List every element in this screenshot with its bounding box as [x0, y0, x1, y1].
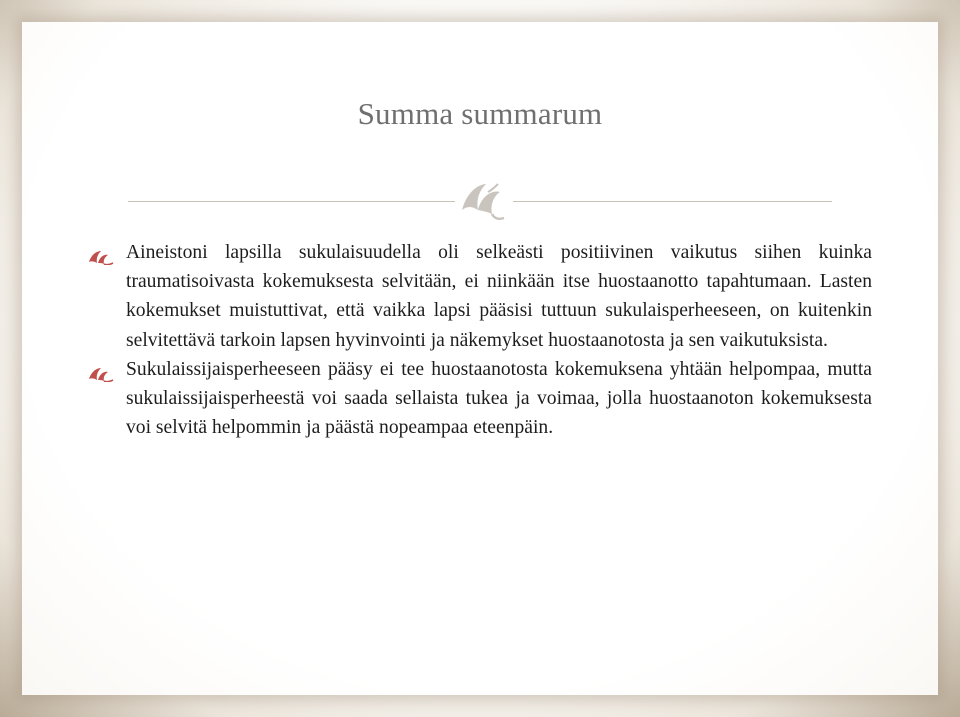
leaf-ornament-icon	[455, 178, 513, 224]
bullet-item	[88, 238, 872, 355]
bullet-item	[88, 355, 872, 443]
slide-title: Summa summarum	[357, 96, 603, 131]
leaf-bullet-icon	[88, 362, 116, 378]
leaf-bullet-icon	[88, 245, 116, 261]
bullet-text: Sukulaissijaisperheeseen pääsy ei tee huostaanotosta kokemuksena yhtään helpompaa, mutta sukulaissijaisperheestä voi saada sellaista tukea ja voimaa, jolla huostaanoton kokemuksesta voi selvitä helpommin ja päästä nopeampaa eteenpäin.	[126, 358, 872, 439]
bullet-list	[88, 238, 872, 442]
bullet-text: Aineistoni lapsilla sukulaisuudella oli selkeästi positiivinen vaikutus siihen kuinka traumatisoivasta kokemuksesta selvitään, ei niinkään itse huostaanotto tapahtumaan. Lasten kokemukset muistuttivat, että vaikka lapsi pääsisi tuttuun sukulaisperheeseen, on kuitenkin selvitettävä tarkoin lapsen hyvinvointi ja näkemykset huostaanotosta ja sen vaikutuksista.	[126, 242, 872, 351]
